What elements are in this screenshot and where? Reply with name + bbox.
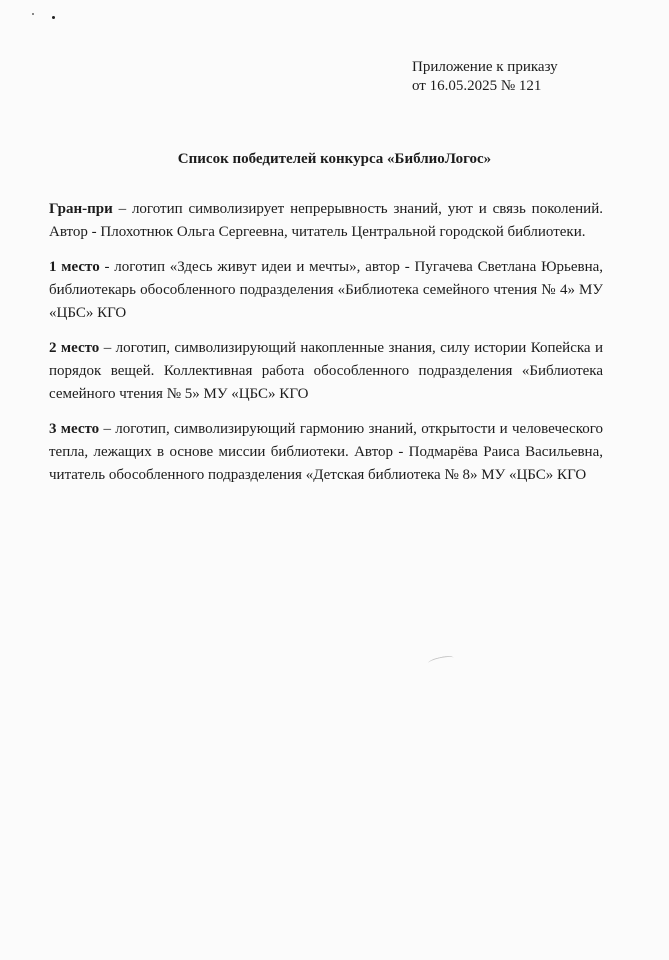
appendix-line-1: Приложение к приказу [412,59,558,75]
document-title: Список победителей конкурса «БиблиоЛогос» [177,151,492,167]
winner-description: – логотип, символизирующий гармонию знаний, открытости и человеческого тепла, лежащих в основе миссии библиотеки. Автор - Подмарёва Раиса Васильевна, читатель обособленного подразделения «Детская библиотека № 8» МУ «ЦБС» КГО [49,421,604,483]
appendix-line-2: от 16.05.2025 № 121 [412,78,542,94]
scan-mark [428,654,455,666]
winners-list [49,198,603,499]
winner-grand-prix [49,198,603,244]
winner-second-place [49,337,603,406]
winner-first-place [49,256,603,325]
winner-place: Гран-при [49,201,113,217]
winner-place: 1 место [49,259,100,275]
winner-place: 2 место [49,340,100,356]
winner-description: – логотип символизирует непрерывность знаний, уют и связь поколений. Автор - Плохотнюк Ольга Сергеевна, читатель Центральной городской библиотеки. [49,201,603,240]
scan-speck [32,13,34,15]
winner-description: – логотип, символизирующий накопленные знания, силу истории Копейска и порядок вещей. Коллективная работа обособленного подразделения «Библиотека семейного чтения № 5» МУ «ЦБС» КГО [49,340,604,402]
winner-place: 3 место [49,421,100,437]
winner-description: - логотип «Здесь живут идеи и мечты», автор - Пугачева Светлана Юрьевна, библиотекарь обособленного подразделения «Библиотека семейного чтения № 4» МУ «ЦБС» КГО [49,259,604,321]
scan-speck [52,16,55,19]
appendix-header [412,58,558,96]
winner-third-place [49,418,603,487]
